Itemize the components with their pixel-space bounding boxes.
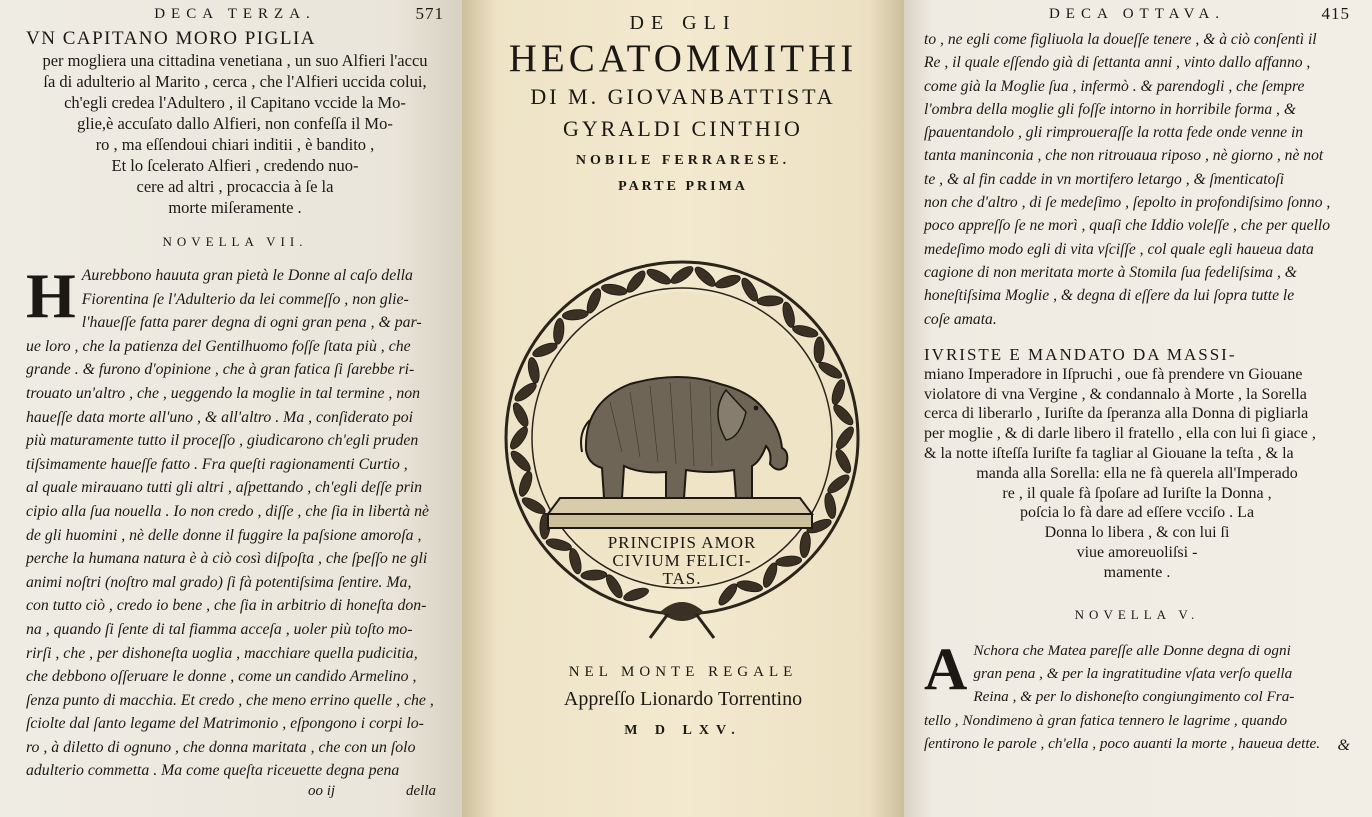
left-body-lines	[26, 260, 444, 783]
left-body-line: l'haueſſe fatta parer degna di ogni gran pena , & par-	[81, 314, 422, 332]
right-novella-line: ſentirono le parole , ch'ella , poco auanti la morte , haueua dette.	[924, 734, 1321, 752]
right-argument-line: cerca di liberarlo , Iuriſte da ſperanza alla Donna di pigliarla	[924, 405, 1309, 423]
title-nobile: NOBILE FERRARESE.	[575, 153, 791, 168]
right-body-line: non che d'altro , di ſe medeſimo , ſepolto in profondiſsimo ſonno ,	[924, 194, 1331, 212]
left-running-head-title: DECA TERZA.	[154, 6, 316, 22]
right-body-line: ſpauentandolo , gli rimproueraſſe la rotta fede onde venne in	[924, 124, 1304, 142]
title-main: HECATOMMITHI	[508, 37, 858, 80]
left-body-line: trouato un'altro , che , ueggendo la moglie in tal termine , non	[26, 384, 421, 402]
left-catchword: della	[406, 783, 436, 800]
wreath-leaf	[799, 531, 812, 558]
right-body	[924, 28, 1350, 331]
wreath-leaf	[567, 547, 583, 575]
right-argument-line: Donna lo libera , & con lui ſi	[1044, 524, 1230, 542]
left-body-line: ſciolte dal ſanto legame del Matrimonio , eſpongono i corpi lo-	[26, 715, 424, 733]
left-body-line: haueſſe data morte all'uno , & all'altro . Ma , conſiderato poi	[26, 408, 414, 426]
left-argument-caps: VN CAPITANO MORO PIGLIA	[26, 28, 317, 49]
wreath-leaf	[831, 402, 856, 428]
left-body-line: più maturamente tutto il proceſſo , giudicarono ch'egli pruden	[26, 432, 419, 450]
right-body-line: honeſtiſsima Moglie , & degna di eſſere da lui ſopra tutte le	[924, 287, 1295, 305]
right-novella-body	[924, 635, 1350, 755]
right-body-line: Re , il quale eſſendo già di ſettanta anni , vinto dallo affanno ,	[924, 54, 1311, 72]
imprint-year: M D LXV.	[624, 723, 742, 738]
wreath-leaf	[830, 378, 848, 406]
title-page	[462, 0, 904, 817]
left-body-line: ſenza punto di macchia. Et credo , che meno errino quelle , che ,	[26, 691, 434, 709]
right-running-head	[924, 6, 1350, 28]
wreath-leaf	[716, 581, 740, 608]
right-novella-line: Reina , & per lo dishoneſto congiungimento col Fra-	[973, 688, 1295, 706]
left-body-line: perche la humana natura è à ciò così diſpoſta , che ſpeſſo ne gli	[26, 550, 428, 568]
right-argument	[924, 365, 1350, 583]
right-novella-lines	[924, 635, 1350, 755]
right-drop-cap: A	[924, 635, 968, 702]
left-body-line: ro , à diletto di ognuno , che donna maritata , che con un ſolo	[26, 738, 416, 756]
wreath-leaf	[512, 380, 539, 404]
right-argument-caps: IVRISTE E MANDATO DA MASSI-	[924, 344, 1237, 364]
wreath-leaf	[545, 537, 573, 553]
right-argument-line: per moglie , & di darle libero il fratello , ella con lui ſi giace ,	[924, 425, 1316, 443]
left-argument-line: ch'egli credea l'Adultero , il Capitano vccide la Mo-	[64, 93, 406, 112]
left-argument	[26, 50, 444, 218]
emblem-motto-line-1: PRINCIPIS AMOR	[607, 533, 757, 552]
right-body-line: come già la Moglie ſua , infermò . & parendogli , che ſempre	[924, 77, 1305, 95]
right-body-line: coſe amata.	[924, 310, 997, 328]
wreath-leaf	[508, 448, 533, 474]
wreath-leaf	[510, 401, 531, 429]
wreath-leaf	[714, 273, 742, 291]
wreath-leaf	[781, 301, 797, 329]
left-body-line: Fiorentina ſe l'Adulterio da lei commeſſo , non glie-	[81, 290, 409, 308]
right-body-line: tanta maninconia , che non ritrouaua riposo , nè giorno , nè not	[924, 147, 1324, 165]
left-drop-cap: H	[26, 260, 76, 331]
left-body-line: de gli huomini , nè delle donne il fuggire la paſsione amoroſa ,	[26, 526, 422, 544]
left-body-line: animi noſtri (noſtro mal grado) ſi fà potentiſsima ſentire. Ma,	[26, 573, 412, 591]
right-argument-line: violatore di vna Vergine , & condannalo à Morte , la Sorella	[924, 385, 1307, 403]
wreath-leaf	[692, 264, 718, 289]
right-novella-heading: NOVELLA V.	[1074, 606, 1200, 622]
title-author-line-1: DI M. GIOVANBATTISTA	[530, 84, 836, 109]
wreath-leaf	[757, 295, 783, 306]
wreath-leaf	[645, 266, 673, 287]
imprint-printer: Appreſſo Lionardo Torrentino	[563, 688, 803, 710]
wreath-leaf	[814, 337, 825, 363]
imprint-place: NEL MONTE REGALE	[568, 664, 798, 680]
right-novella-line: tello , Nondimeno à gran fatica tennero le lagrime , quando	[924, 711, 1288, 729]
left-body-line: ue loro , che la patienza del Gentilhuomo foſſe ſtata più , che	[26, 337, 411, 355]
wreath-leaf	[833, 424, 856, 451]
wreath-leaf	[823, 492, 838, 519]
wreath-leaf	[833, 447, 854, 475]
wreath-leaf	[581, 570, 607, 581]
left-running-head	[26, 6, 444, 28]
elephant-emblem	[490, 252, 874, 640]
right-body-line: poco appreſſo ſe ne morì , quaſi che Iddio voleſſe , che per quello	[924, 217, 1331, 235]
left-argument-line: morte miſeramente .	[168, 198, 302, 217]
right-page-number: 415	[1321, 4, 1350, 23]
wreath-leaf	[736, 579, 763, 594]
right-argument-line: mamente .	[1103, 563, 1171, 581]
left-argument-line: per mogliera una cittadina venetiana , un suo Alfieri l'accu	[42, 51, 428, 70]
left-body-line: tiſsimamente haueſſe fatto . Fra queſti ragionamenti Curtio ,	[26, 455, 408, 473]
left-novella-heading: NOVELLA VII.	[162, 234, 308, 249]
left-footer	[26, 783, 444, 807]
right-argument-line: miano Imperadore in Iſpruchi , oue fà prendere vn Giouane	[924, 365, 1303, 383]
left-body-line: che debbono oſſeruare le donne , come un candido Armelino ,	[26, 668, 417, 686]
left-argument-line: glie,è accuſato dallo Alfieri, non confeſſa il Mo-	[77, 114, 393, 133]
right-catchword: &	[1337, 737, 1350, 755]
right-running-head-title: DECA OTTAVA.	[1048, 6, 1226, 22]
left-argument-line: Et lo ſcelerato Alfieri , credendo nuo-	[111, 156, 359, 175]
left-body-line: con tutto ciò , credo io bene , che ſia in arbitrio di honeſta don-	[26, 597, 427, 615]
left-body-line: rirſi , che , per dishoneſta uoglia , macchiare quella pudicitia,	[26, 644, 418, 662]
left-page	[0, 0, 462, 817]
wreath-leaf	[622, 586, 650, 604]
wreath-leaf	[624, 268, 648, 295]
title-parte: PARTE PRIMA	[618, 179, 748, 194]
right-page	[904, 0, 1372, 817]
emblem-motto-line-2: CIVIUM FELICI-	[612, 551, 752, 570]
title-author-line-2: GYRALDI CINTHIO	[563, 116, 803, 141]
right-argument-line: re , il quale fà ſpoſare ad Iuriſte la Donna ,	[1002, 484, 1272, 502]
wreath-leaf	[562, 308, 589, 321]
wreath-leaf	[517, 470, 535, 498]
left-body-line: al quale mirauano tutti gli altri , aſpettando , ch'egli deſſe prin	[26, 479, 423, 497]
right-body-line: medeſimo modo egli di vita vſciſſe , col quale egli haueua data	[924, 240, 1314, 258]
left-argument-line: ſa di adulterio al Marito , cerca , che l'Alfieri uccida colui,	[43, 72, 427, 91]
wreath-leaf	[791, 323, 819, 339]
right-novella-line: Nchora che Matea pareſſe alle Donne degna di ogni	[973, 641, 1291, 659]
left-body-line: na , quando ſi ſente di tal fiamma acceſa , uoler più toſto mo-	[26, 620, 413, 638]
wreath-leaf	[552, 318, 565, 345]
right-novella-line: gran pena , & per la ingratitudine vſata verſo quella	[973, 664, 1293, 682]
right-argument-line: manda alla Sorella: ella ne fà querela all'Imperado	[976, 464, 1298, 482]
left-signature: oo ij	[308, 783, 336, 800]
right-argument-line: poſcia lo fà dare ad eſſere vcciſo . La	[1019, 504, 1255, 522]
right-body-line: te , & al fin cadde in vn mortifero letargo , & ſmenticatoſi	[924, 170, 1285, 188]
wreath-leaf	[601, 282, 628, 297]
wreath-leaf	[526, 357, 541, 384]
left-argument-line: ro , ma eſſendoui chiari inditii , è bandito ,	[95, 135, 375, 154]
right-body-line: l'ombra della moglie gli foſſe intorno in horribile forma , &	[924, 100, 1296, 118]
left-page-number: 571	[415, 4, 444, 23]
wreath-leaf	[775, 555, 802, 568]
left-body-line: grande . & furono d'opinione , che à gran fatica ſi ſarebbe ri-	[26, 361, 415, 379]
left-argument-line: cere ad altri , procaccia à ſe la	[136, 177, 334, 196]
left-body-line: adulterio commetta . Ma come queſta riceuette degna pena	[26, 762, 400, 780]
title-line-1: DE GLI	[629, 12, 737, 34]
right-argument-line: viue amoreuoliſsi -	[1076, 544, 1198, 562]
wreath-leaf	[507, 424, 530, 451]
left-body	[26, 260, 444, 783]
right-argument-line: & la notte iſteſſa Iuriſte fa tagliar al Giouane la teſta , & la	[924, 445, 1294, 463]
wreath-leaf	[668, 263, 695, 286]
right-body-line: to , ne egli come figliuola la doueſſe tenere , & à ciò conſentì il	[924, 31, 1317, 48]
left-body-line: cipio alla ſua nouella . Io non credo , diſſe , che ſia in libertà nè	[26, 502, 430, 520]
right-body-line: cagione di non meritata morte à Stomila ſua fedeliſsima , &	[924, 263, 1297, 281]
left-body-line: Aurebbono hauuta gran pietà le Donne al caſo della	[81, 267, 413, 284]
emblem-motto-line-3: TAS.	[662, 569, 702, 588]
wreath-leaf	[825, 472, 852, 496]
